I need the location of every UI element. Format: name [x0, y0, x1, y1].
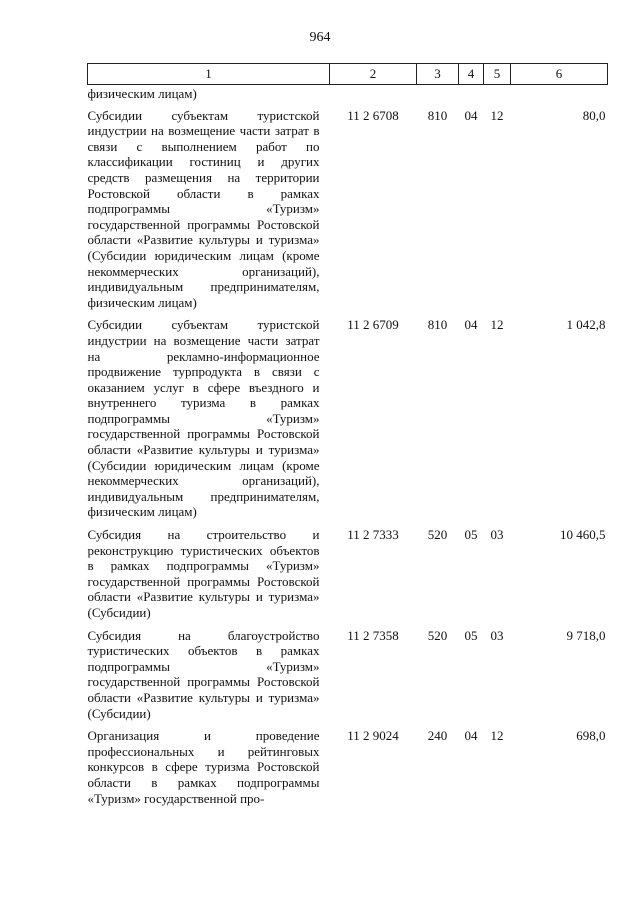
row-name: Субсидия на строительство и реконструкцию туристических объектов в рамках подпрограммы «Туризм» государственной программы Ростовской области «Развитие культуры и туризма» (Субсидии): [87, 527, 320, 620]
table-row: [88, 108, 608, 318]
table-row: [88, 628, 608, 729]
row-col4: 04: [464, 728, 478, 744]
row-col3: 520: [427, 527, 448, 543]
row-name: Субсидия на благоустройство туристических объектов в рамках подпрограммы «Туризм» государственной программы Ростовской области «Развитие культуры и туризма» (Субсидии): [87, 627, 320, 721]
continuation-row: [88, 85, 608, 108]
table-row: [88, 527, 608, 628]
row-amount: 698,0: [576, 728, 606, 744]
row-amount: 9 718,0: [566, 627, 606, 643]
page-number: 964: [309, 30, 331, 45]
row-name: Субсидии субъектам туристской индустрии на возмещение части затрат в связи с выполнением работ по классификации гостиниц и других средств размещения на территории Ростовской области в рамках подпрограммы «Туризм» государственной программы Ростовской области «Развитие культуры и туризма» (Субсидии юридическим лицам (кроме некоммерческих организаций), индивидуальным предпринимателям, физическим лицам): [87, 107, 320, 310]
row-col3: 810: [427, 317, 448, 333]
table-row: [88, 317, 608, 527]
row-code: 11 2 6708: [347, 107, 399, 123]
row-code: 11 2 6709: [347, 317, 399, 333]
row-col5: 12: [490, 107, 504, 123]
row-col5: 12: [490, 317, 504, 333]
header-col-4: 4: [459, 64, 484, 85]
header-col-5: 5: [484, 64, 511, 85]
row-amount: 80,0: [582, 107, 606, 123]
row-amount: 10 460,5: [560, 527, 606, 543]
continuation-text: физическим лицам): [87, 86, 197, 101]
header-col-3: 3: [417, 64, 459, 85]
row-name: Организация и проведение профессиональных и рейтинговых конкурсов в сфере туризма Ростовской области в рамках подпрограммы «Туризм» государственной про-: [87, 728, 320, 806]
row-col3: 810: [427, 107, 448, 123]
row-code: 11 2 9024: [347, 728, 399, 744]
table-row: [88, 728, 608, 813]
row-col5: 03: [490, 627, 504, 643]
row-col5: 12: [490, 728, 504, 744]
header-col-6: 6: [511, 64, 608, 85]
budget-table: [87, 63, 608, 813]
row-col4: 04: [464, 317, 478, 333]
row-name: Субсидии субъектам туристской индустрии на возмещение части затрат на рекламно-информационное продвижение турпродукта в связи с оказанием услуг в сфере въездного и внутреннего туризма в рамках подпрограммы «Туризм» государственной программы Ростовской области «Развитие культуры и туризма» (Субсидии юридическим лицам (кроме некоммерческих организаций), индивидуальным предпринимателям, физическим лицам): [87, 317, 320, 520]
row-col5: 03: [490, 527, 504, 543]
row-col3: 240: [427, 728, 448, 744]
row-code: 11 2 7333: [347, 527, 399, 543]
table-header-row: [88, 64, 608, 85]
header-col-2: 2: [330, 64, 417, 85]
row-col4: 05: [464, 527, 478, 543]
row-col4: 04: [464, 107, 478, 123]
header-col-1: 1: [88, 64, 330, 85]
row-col4: 05: [464, 627, 478, 643]
row-code: 11 2 7358: [347, 627, 399, 643]
row-col3: 520: [427, 627, 448, 643]
row-amount: 1 042,8: [566, 317, 606, 333]
